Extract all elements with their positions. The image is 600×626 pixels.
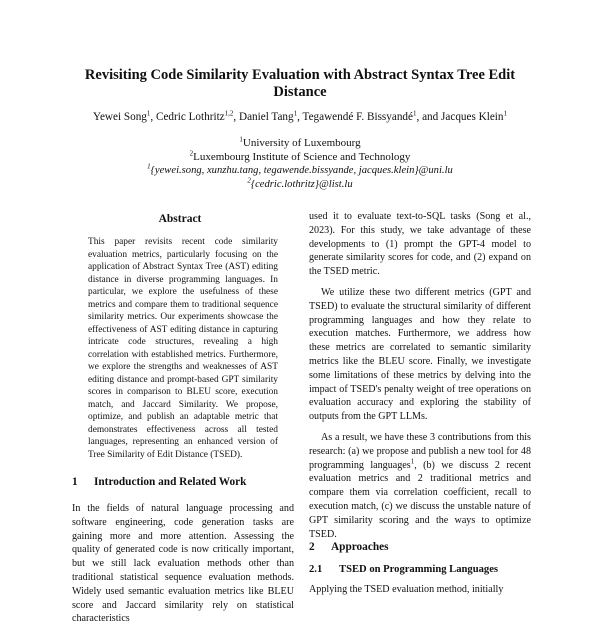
author: Yewei Song$^1$ <box>93 109 151 123</box>
author: Cedric Lothritz$^{1,2}$ <box>155 109 234 123</box>
affiliation: $^2$Luxembourg Institute of Science and Technology <box>189 149 411 163</box>
affiliation: $^1$University of Luxembourg <box>239 135 361 149</box>
section-2-text: Applying the TSED evaluation method, initially <box>309 584 504 595</box>
paper-title: Revisiting Code Similarity Evaluation with Abstract Syntax Tree Edit Distance <box>84 67 516 100</box>
email[interactable]: $^2${cedric.lothritz}@list.lu <box>247 176 353 190</box>
section-heading: 2 Approaches <box>309 541 389 553</box>
right-column <box>309 210 531 548</box>
author: Tegawendé F. Bissyandé$^1$ <box>302 109 417 123</box>
section-1-text: In the fields of natural language processing and software engineering, code generation tasks are gaining more and more attention. Assessing the quality of generated code is now critically important, but we still lack evaluation methods other than traditional statistical sequence evaluation methods. Widely used semantic evaluation metrics like BLEU score and Jaccard similarity rely on statistical characteristics <box>72 503 294 625</box>
section-heading: 1 Introduction and Related Work <box>72 476 247 488</box>
paragraph: As a result, we have these 3 contributions from this research: (a) we propose and publish a new tool for 48 programming languages$^1$, (b) we discuss 2 recent evaluation metrics and 2 traditional metrics and compare them via correlation coefficient, recall to execution match, (c) we discuss the unstable nature of GPT similarity scoring and the ways to optimize TSED. <box>309 431 532 540</box>
email[interactable]: $^1${yewei.song, xunzhu.tang, tegawende.bissyande, jacques.klein}@uni.lu <box>147 162 453 176</box>
author-list: Yewei Song$^1$, Cedric Lothritz$^{1,2}$, Daniel Tang$^1$, Tegawendé F. Bissyandé$^1$, and Jacques Klein$^1$ <box>93 109 507 123</box>
subsection-heading: 2.1 TSED on Programming Languages <box>309 564 499 575</box>
paragraph: used it to evaluate text-to-SQL tasks (Song et al., 2023). For this study, we take advantage of these developments to (1) prompt the GPT-4 model to generate similarity scores for code, and (2) expand on the TSED metric. <box>309 211 531 278</box>
abstract-heading: Abstract <box>158 213 202 225</box>
author: Daniel Tang$^1$ <box>238 109 298 123</box>
abstract-text: This paper revisits recent code similarity evaluation metrics, particularly focusing on the application of Abstract Syntax Tree (AST) editing distance in diverse programming languages. In particular, we explore the usefulness of these metrics and compare them to traditional sequence similarity metrics. Our experiments showcase the effectiveness of AST editing distance in capturing intricate code structures, revealing a high correlation with established metrics. Furthermore, we explore the strengths and weaknesses of AST editing distance and prompt-based GPT similarity scores in comparison to BLEU score, execution match, and Jaccard Similarity. We propose, optimize, and publish an adaptable metric that demonstrates effectiveness across all tested languages, representing an enhanced version of Tree Similarity of Edit Distance (TSED). <box>88 237 278 460</box>
footnote-mark[interactable]: 1 <box>410 457 415 466</box>
author: Jacques Klein$^1$ <box>441 109 507 123</box>
paragraph: We utilize these two different metrics (GPT and TSED) to evaluate the structural similarity of different programming languages and how they relate to execution matches. Furthermore, we address how these metrics are correlated to semantic similarity metrics like the BLEU score. Finally, we investigate some limitations of these metrics by delving into the impact of TSED's penalty weight of tree operations on evaluation accuracy and exploring the stability of outputs from the GPT LLMs. <box>309 286 531 423</box>
